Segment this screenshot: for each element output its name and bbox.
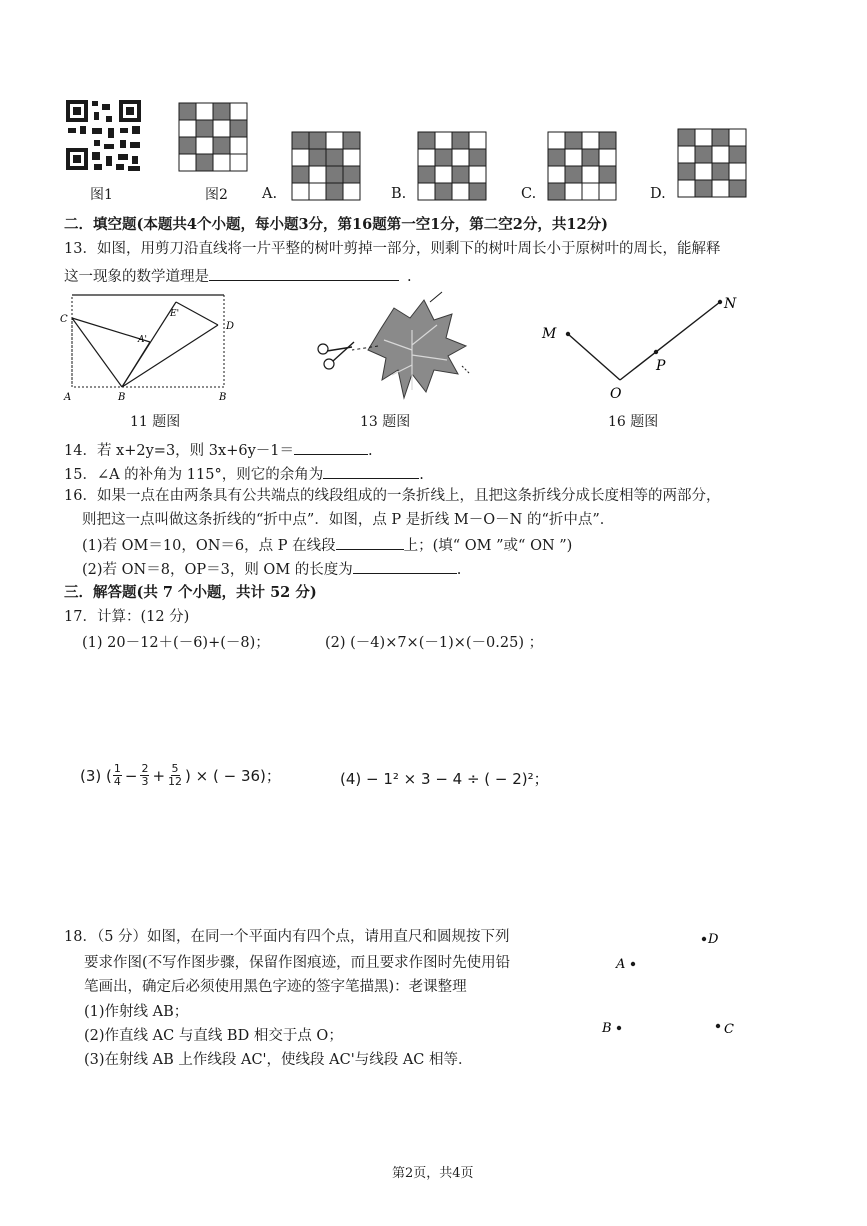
q15-answer-blank[interactable]	[323, 464, 419, 479]
q17-p3-suffix: ) × ( − 36)；	[185, 767, 281, 785]
grid-cell	[309, 183, 326, 200]
grid-cell	[548, 183, 565, 200]
q16-sub1-blank[interactable]	[336, 535, 404, 550]
grid-cell	[565, 166, 582, 183]
grid-pattern	[290, 130, 362, 202]
q17-part4: (4) − 1² × 3 − 4 ÷ ( − 2)²；	[340, 770, 549, 788]
q18-line1: 18．（5 分）如图，在同一个平面内有四个点，请用直尺和圆规按下列	[64, 929, 510, 945]
four-points-diagram	[600, 925, 750, 1045]
qr-code-icon	[64, 98, 144, 173]
q14	[64, 440, 373, 460]
fraction	[140, 763, 149, 788]
grid-cell	[599, 166, 616, 183]
q17-part1: (1) 20－12＋(－6)+(－8)；	[82, 635, 270, 651]
grid-cell	[469, 149, 486, 166]
point-b-label: B	[602, 1021, 612, 1036]
grid-cell	[418, 166, 435, 183]
section3-heading: 三．解答题(共 7 个小题，共计 52 分)	[64, 584, 317, 601]
grid-cell	[469, 166, 486, 183]
label-p: P	[656, 358, 666, 374]
grid-cell	[695, 180, 712, 197]
fraction	[168, 763, 182, 788]
q14-end: .	[367, 443, 373, 459]
grid-cell	[678, 180, 695, 197]
grid-cell	[548, 166, 565, 183]
grid-cell	[435, 166, 452, 183]
q16-sub2-end: .	[456, 562, 462, 578]
fig16	[540, 290, 750, 409]
grid-cell	[309, 149, 326, 166]
label-a-prime: A'	[138, 335, 147, 345]
option-c-label: C.	[521, 186, 537, 202]
grid-cell	[230, 120, 247, 137]
scissors-handle	[318, 344, 328, 354]
q14-answer-blank[interactable]	[294, 440, 368, 455]
q16-sub2-blank[interactable]	[353, 559, 457, 574]
grid-cell	[326, 183, 343, 200]
grid-cell	[678, 163, 695, 180]
grid-cell	[196, 120, 213, 137]
grid-cell	[179, 120, 196, 137]
q13-line2	[64, 266, 412, 286]
fig2-grid	[177, 101, 249, 177]
label-a: A	[64, 392, 72, 403]
denominator: 4	[113, 775, 121, 788]
grid-cell	[213, 103, 230, 120]
grid-cell	[452, 166, 469, 183]
q18-item1: (1)作射线 AB；	[84, 1004, 189, 1020]
folded-rectangle-diagram	[58, 290, 238, 405]
polyline-diagram	[540, 290, 750, 405]
grid-cell	[452, 149, 469, 166]
denominator: 12	[168, 775, 183, 788]
grid-cell	[695, 146, 712, 163]
q17-title: 17．计算：(12 分)	[64, 609, 190, 625]
q16-sub1-text: (1)若 OM＝10，ON＝6，点 P 在线段	[82, 538, 336, 554]
grid-cell	[343, 132, 360, 149]
label-d: D	[226, 321, 235, 332]
option-d-label: D.	[650, 186, 666, 202]
qr-figure	[64, 98, 144, 177]
q15	[64, 464, 424, 484]
grid-cell	[712, 146, 729, 163]
q16-sub2	[82, 559, 461, 579]
grid-cell	[729, 146, 746, 163]
point-a-label: A	[616, 957, 626, 972]
q16-line2: 则把这一点叫做这条折线的“折中点”．如图，点 P 是折线 M－O－N 的“折中点”．	[82, 512, 615, 528]
q13-line1: 13．如图，用剪刀沿直线将一片平整的树叶剪掉一部分，则剩下的树叶周长小于原树叶的周长，能解释	[64, 241, 721, 257]
option-b-grid	[416, 130, 488, 206]
grid-cell	[695, 129, 712, 146]
label-n: N	[724, 296, 737, 312]
grid-cell	[565, 149, 582, 166]
grid-cell	[548, 149, 565, 166]
scissors-handle	[324, 359, 334, 369]
fig1-caption: 图1	[90, 187, 113, 203]
grid-cell	[309, 166, 326, 183]
grid-cell	[582, 183, 599, 200]
label-e-prime: E'	[170, 309, 180, 319]
grid-pattern	[416, 130, 488, 202]
grid-cell	[292, 132, 309, 149]
grid-cell	[452, 183, 469, 200]
grid-cell	[196, 154, 213, 171]
q15-text: 15．∠A 的补角为 115°，则它的余角为	[64, 467, 324, 483]
grid-cell	[729, 129, 746, 146]
grid-cell	[418, 132, 435, 149]
denominator: 3	[141, 775, 149, 788]
point-d-label: D	[708, 932, 719, 947]
fig11-caption: 11 题图	[130, 414, 181, 430]
grid-cell	[343, 149, 360, 166]
label-c: C	[60, 314, 68, 325]
numerator: 5	[171, 762, 179, 775]
grid-cell	[343, 166, 360, 183]
numerator: 1	[113, 762, 121, 775]
grid-cell	[292, 183, 309, 200]
operator: −	[124, 766, 138, 785]
q17-part2: (2) (－4)×7×(－1)×(－0.25) ；	[325, 635, 544, 651]
grid-cell	[729, 163, 746, 180]
numerator: 2	[141, 762, 149, 775]
q18-item3: (3)在射线 AB 上作线段 AC'，使线段 AC'与线段 AC 相等．	[84, 1052, 473, 1068]
leaf-scissors-diagram	[312, 290, 482, 405]
grid-cell	[309, 132, 326, 149]
grid-cell	[582, 149, 599, 166]
grid-cell	[435, 183, 452, 200]
q13-end: .	[407, 269, 412, 285]
q13-text: 这一现象的数学道理是	[64, 269, 209, 285]
fig2-caption: 图2	[205, 187, 228, 203]
label-o: O	[610, 386, 622, 402]
grid-cell	[196, 137, 213, 154]
q18-line3: 笔画出，确定后必须使用黑色字迹的签字笔描黑)：老课整理	[84, 979, 467, 995]
grid-cell	[230, 137, 247, 154]
point-c-label: C	[724, 1022, 734, 1037]
q15-end: .	[419, 467, 424, 483]
q16-sub1-hint: 上；(填“ OM ”或“ ON ”)	[403, 538, 573, 554]
operator: +	[152, 766, 166, 785]
grid-cell	[230, 103, 247, 120]
grid-cell	[599, 183, 616, 200]
q18-line2: 要求作图(不写作图步骤，保留作图痕迹，而且要求作图时先使用铅	[84, 955, 511, 971]
grid-pattern	[676, 127, 748, 199]
page-footer: 第2页，共4页	[392, 1166, 474, 1181]
grid-cell	[678, 146, 695, 163]
option-a-grid	[290, 130, 362, 206]
grid-cell	[326, 132, 343, 149]
q14-text: 14．若 x+2y=3，则 3x+6y－1＝	[64, 443, 294, 459]
fig13	[312, 290, 482, 409]
grid-cell	[469, 183, 486, 200]
option-b-label: B.	[391, 186, 407, 202]
grid-cell	[418, 149, 435, 166]
grid-cell	[213, 154, 230, 171]
fig11	[58, 290, 238, 409]
grid-cell	[565, 183, 582, 200]
q13-answer-blank[interactable]	[209, 266, 399, 281]
grid-cell	[435, 132, 452, 149]
grid-pattern	[177, 101, 249, 173]
label-b: B	[118, 392, 126, 403]
grid-cell	[729, 180, 746, 197]
q17-p3-prefix: (3) (	[80, 766, 112, 785]
q18-item2: (2)作直线 AC 与直线 BD 相交于点 O；	[84, 1028, 343, 1044]
option-d-grid	[676, 127, 748, 203]
option-a-label: A.	[262, 186, 278, 202]
option-c-grid	[546, 130, 618, 206]
grid-pattern	[546, 130, 618, 202]
grid-cell	[548, 132, 565, 149]
grid-cell	[213, 137, 230, 154]
grid-cell	[230, 154, 247, 171]
fraction	[113, 763, 122, 788]
grid-cell	[418, 183, 435, 200]
grid-cell	[582, 132, 599, 149]
grid-cell	[179, 154, 196, 171]
grid-cell	[599, 149, 616, 166]
grid-cell	[452, 132, 469, 149]
grid-cell	[565, 132, 582, 149]
grid-cell	[343, 183, 360, 200]
grid-cell	[326, 149, 343, 166]
grid-cell	[695, 163, 712, 180]
grid-cell	[435, 149, 452, 166]
grid-cell	[599, 132, 616, 149]
q16-sub2-text: (2)若 ON＝8，OP＝3，则 OM 的长度为	[82, 562, 353, 578]
grid-cell	[292, 149, 309, 166]
label-b-prime: B	[219, 392, 227, 403]
grid-cell	[326, 166, 343, 183]
grid-cell	[179, 137, 196, 154]
grid-cell	[712, 129, 729, 146]
q16-sub1	[82, 535, 572, 555]
grid-cell	[213, 120, 230, 137]
q17-part3	[80, 763, 281, 788]
grid-cell	[196, 103, 213, 120]
section2-heading: 二．填空题(本题共4个小题，每小题3分，第16题第一空1分，第二空2分，共12分)	[64, 216, 608, 233]
grid-cell	[712, 180, 729, 197]
fig16-caption: 16 题图	[608, 414, 659, 430]
grid-cell	[469, 132, 486, 149]
grid-cell	[678, 129, 695, 146]
grid-cell	[292, 166, 309, 183]
grid-cell	[712, 163, 729, 180]
q18-points-figure	[600, 925, 750, 1049]
fig13-caption: 13 题图	[360, 414, 411, 430]
q16-line1: 16．如果一点在由两条具有公共端点的线段组成的一条折线上，且把这条折线分成长度相等的两部分，	[64, 488, 721, 504]
grid-cell	[582, 166, 599, 183]
grid-cell	[179, 103, 196, 120]
label-m: M	[542, 326, 557, 342]
